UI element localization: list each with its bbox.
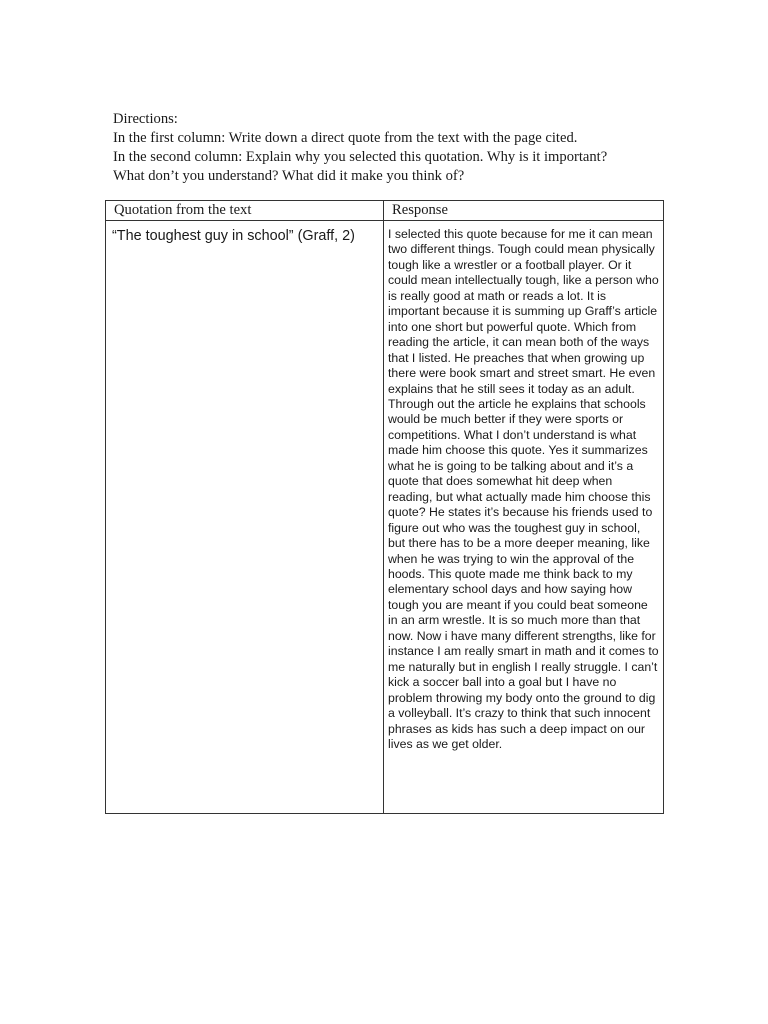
table-header-row xyxy=(106,201,664,221)
directions-line-3: What don’t you understand? What did it make you think of? xyxy=(113,168,465,184)
directions-line-2: In the second column: Explain why you selected this quotation. Why is it important? xyxy=(113,149,608,165)
response-cell: I selected this quote because for me it can mean two different things. Tough could mean physically tough like a wrestler or a football player. Or it could mean intellectually tough, like a person who is really good at math or reads a lot. It is important because it is summing up Graff’s article into one short but powerful quote. Which from reading the article, it can mean both of the ways that I listed. He preaches that when growing up there were book smart and street smart. He even explains that he still sees it today as an adult. Through out the article he explains that schools would be much better if they were sports or competitions. What I don’t understand is what made him choose this quote. Yes it summarizes what he is going to be talking about and it’s a quote that does somewhat hit deep when reading, but what actually made him choose this quote? He states it’s because his friends used to figure out who was the toughest guy in school, but there has to be a more deeper meaning, like when he was trying to win the approval of the hoods. This quote made me think back to my elementary school days and how saying how tough you are meant if you could beat someone in an arm wrestle. It is so much more than that now. Now i have many different strengths, like for instance I am really smart in math and it comes to me naturally but in english I really struggle. I can’t kick a soccer ball into a goal but I have no problem throwing my body onto the ground to dig a volleyball. It’s crazy to think that such innocent phrases as kids has such a deep impact on our lives as we get older. xyxy=(384,221,664,814)
column-header-response: Response xyxy=(384,201,664,221)
quotation-response-table xyxy=(105,200,664,814)
table-row xyxy=(106,221,664,814)
directions xyxy=(113,110,673,186)
quotation-cell: “The toughest guy in school” (Graff, 2) xyxy=(106,221,384,814)
directions-heading: Directions: xyxy=(113,111,178,127)
directions-line-1: In the first column: Write down a direct quote from the text with the page cited. xyxy=(113,130,578,146)
column-header-quotation: Quotation from the text xyxy=(106,201,384,221)
